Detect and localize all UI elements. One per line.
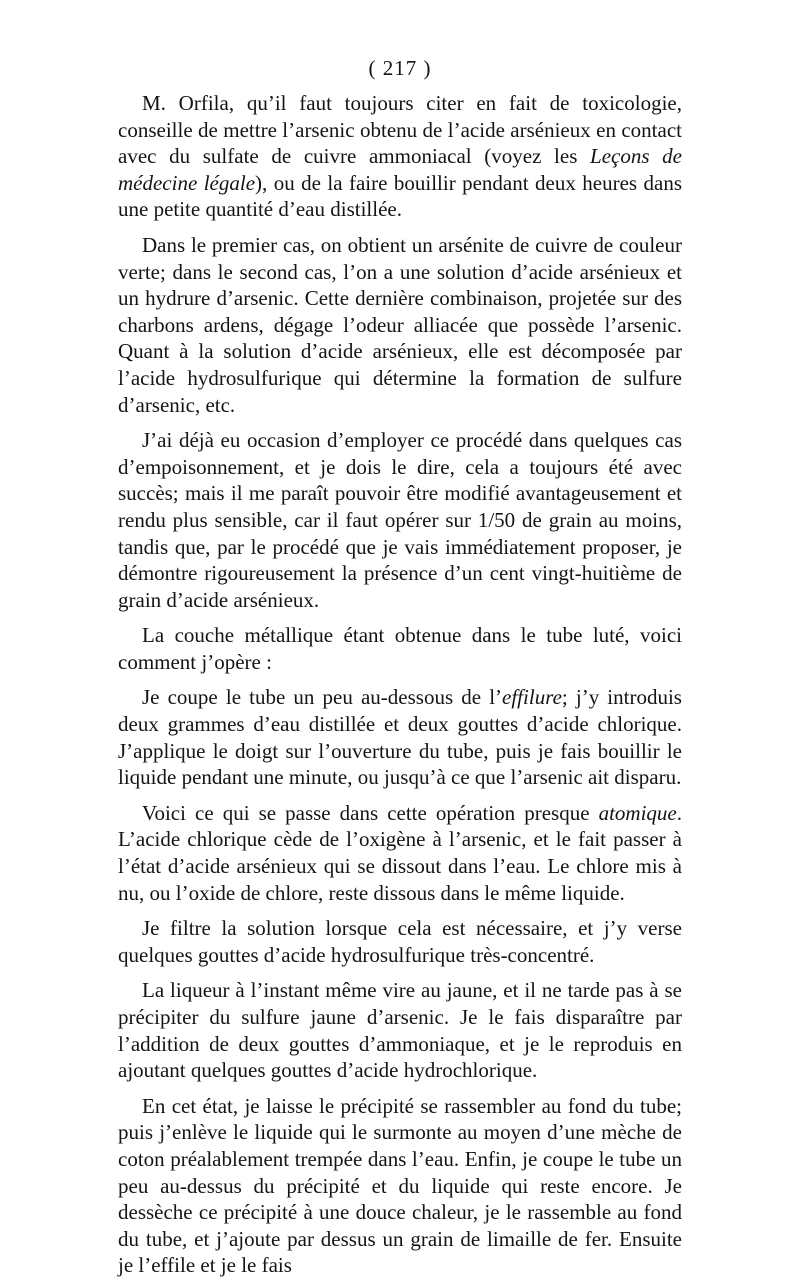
paragraph-6 bbox=[118, 800, 682, 906]
page bbox=[118, 56, 682, 1288]
italic-term: atomique bbox=[598, 800, 677, 825]
paragraph-4 bbox=[118, 622, 682, 675]
page-number: ( 217 ) bbox=[368, 56, 432, 80]
paragraph-3 bbox=[118, 427, 682, 613]
text-run: . L’acide chlorique cède de l’oxigène à l’arsenic, et le fait passer à l’état d’acide arsénieux qui se dissout dans l’eau. Le chlore mis à nu, ou l’oxide de chlore, reste dissous dans le même liquide. bbox=[118, 800, 682, 905]
text-run: ), ou de la faire bouillir pendant deux heures dans une petite quantité d’eau distillée. bbox=[118, 170, 682, 222]
text-run: En cet état, je laisse le précipité se rassembler au fond du tube; puis j’enlève le liquide qui le surmonte au moyen d’une mèche de coton préalablement trempée dans l’eau. Enfin, je coupe le tube un peu au-dessus du précipité et du liquide qui reste encore. Je dessèche ce précipité à une douce chaleur, je le rassemble au fond du tube, et j’ajoute par dessus un grain de limaille de fer. Ensuite je l’effile et je le fais bbox=[118, 1093, 682, 1278]
text-run: Dans le premier cas, on obtient un arsénite de cuivre de couleur verte; dans le second cas, l’on a une solution d’acide arsénieux et un hydrure d’arsenic. Cette dernière combinaison, projetée sur des charbons ardens, dégage l’odeur alliacée que possède l’arsenic. Quant à la solution d’acide arsénieux, elle est décomposée par l’acide hydrosulfurique qui détermine la formation de sulfure d’arsenic, etc. bbox=[118, 232, 682, 417]
text-run: La liqueur à l’instant même vire au jaune, et il ne tarde pas à se précipiter du sulfure jaune d’arsenic. Je le fais disparaître par l’addition de deux gouttes d’ammoniaque, et je le reproduis en ajoutant quelques gouttes d’acide hydrochlorique. bbox=[118, 978, 682, 1083]
text-run: J’ai déjà eu occasion d’employer ce procédé dans quelques cas d’empoisonnement, et je dois le dire, cela a toujours été avec succès; mais il me paraît pouvoir être modifié avantageusement et rendu plus sensible, car il faut opérer sur 1/50 de grain au moins, tandis que, par le procédé que je vais immédiatement proposer, je démontre rigoureusement la présence d’un cent vingt-huitième de grain d’acide arsénieux. bbox=[118, 428, 682, 612]
paragraph-1 bbox=[118, 90, 682, 223]
text-run: Je coupe le tube un peu au-dessous de l’ bbox=[142, 685, 503, 710]
text-run: La couche métallique étant obtenue dans le tube luté, voici comment j’opère : bbox=[118, 623, 682, 674]
text-run: Voici ce qui se passe dans cette opération presque bbox=[142, 800, 599, 825]
italic-term: effilure bbox=[502, 685, 562, 710]
paragraph-5 bbox=[118, 684, 682, 790]
paragraph-9 bbox=[118, 1093, 682, 1279]
text-run: Je filtre la solution lorsque cela est nécessaire, et j’y verse quelques gouttes d’acide hydrosulfurique très-concentré. bbox=[118, 916, 682, 967]
book-title: Leçons de médecine légale bbox=[118, 144, 682, 195]
paragraph-2 bbox=[118, 232, 682, 418]
text-run: ; j’y introduis deux grammes d’eau distillée et deux gouttes d’acide chlorique. J’applique le doigt sur l’ouverture du tube, puis je fais bouillir le liquide pendant une minute, ou jusqu’à ce que l’arsenic ait disparu. bbox=[118, 685, 682, 790]
paragraph-7 bbox=[118, 915, 682, 968]
text-run: M. Orfila, qu’il faut toujours citer en fait de toxicologie, conseille de mettre l’arsenic obtenu de l’acide arsénieux en contact avec du sulfate de cuivre ammoniacal (voyez les bbox=[118, 91, 682, 169]
paragraph-8 bbox=[118, 977, 682, 1083]
